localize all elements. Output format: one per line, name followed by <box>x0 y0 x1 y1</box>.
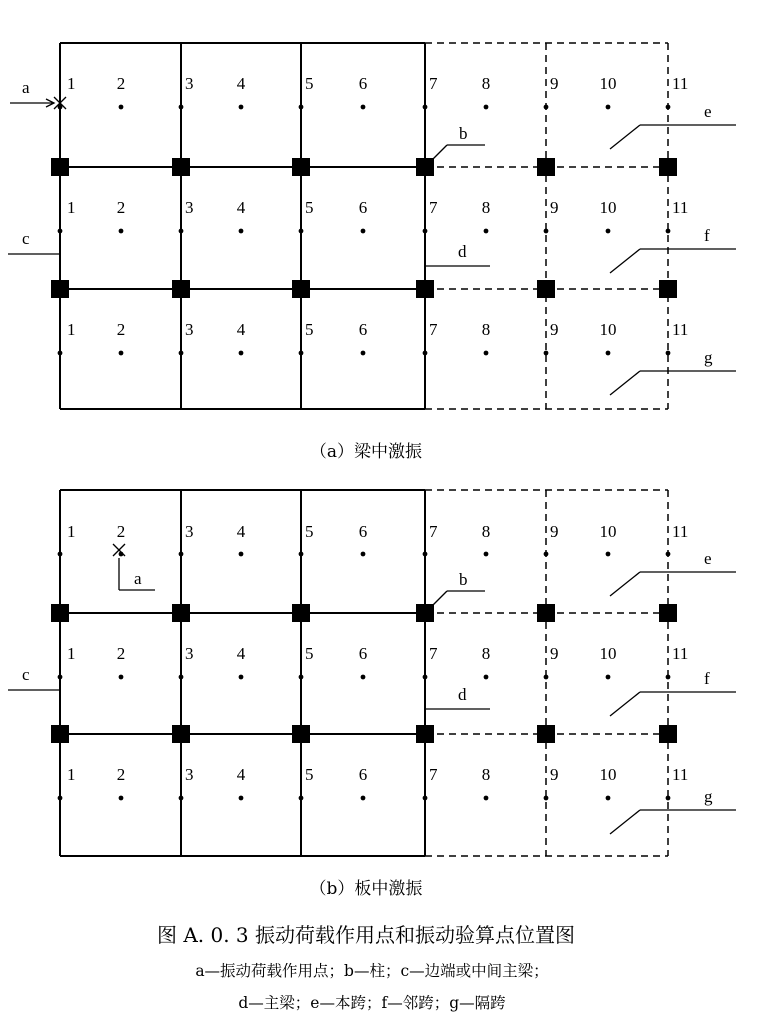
column <box>659 280 677 298</box>
measurement-point <box>179 675 184 680</box>
measurement-point <box>666 229 671 234</box>
point-number: 7 <box>429 765 438 784</box>
measurement-point <box>423 796 428 801</box>
point-number: 11 <box>672 644 689 663</box>
point-number: 1 <box>67 522 76 541</box>
point-number: 8 <box>481 522 491 541</box>
point-number: 5 <box>305 765 314 784</box>
point-number: 7 <box>429 74 438 93</box>
point-number: 10 <box>599 74 617 93</box>
measurement-point <box>606 351 611 356</box>
bay-leader <box>610 125 640 149</box>
caption-a: （a）梁中激振 <box>309 442 423 462</box>
measurement-point <box>239 229 244 234</box>
measurement-point <box>58 552 63 557</box>
point-number: 3 <box>185 765 194 784</box>
measurement-point <box>119 351 124 356</box>
measurement-point <box>606 105 611 110</box>
column <box>172 725 190 743</box>
bay-leader <box>610 810 640 834</box>
measurement-point <box>361 351 366 356</box>
measurement-point <box>544 351 549 356</box>
measurement-point <box>423 675 428 680</box>
label-c: c <box>22 665 30 684</box>
column <box>51 725 69 743</box>
bay-leader <box>610 572 640 596</box>
diagram-a-beam-excitation <box>8 43 736 409</box>
measurement-point <box>299 552 304 557</box>
point-number: 9 <box>550 320 559 339</box>
point-number: 10 <box>599 765 617 784</box>
column-leader <box>431 145 447 161</box>
measurement-point <box>119 105 124 110</box>
bay-leader <box>610 692 640 716</box>
column <box>292 158 310 176</box>
column-leader <box>431 591 447 607</box>
measurement-point <box>119 229 124 234</box>
point-number: 8 <box>481 320 491 339</box>
point-number: 3 <box>185 198 194 217</box>
point-number: 8 <box>481 644 491 663</box>
column <box>51 604 69 622</box>
label-a: a <box>22 78 30 97</box>
measurement-point <box>179 229 184 234</box>
measurement-point <box>58 229 63 234</box>
measurement-point <box>179 796 184 801</box>
column <box>51 158 69 176</box>
measurement-point <box>606 796 611 801</box>
point-number: 2 <box>116 74 126 93</box>
measurement-point <box>361 796 366 801</box>
measurement-point <box>299 796 304 801</box>
bay-leader <box>610 371 640 395</box>
column <box>172 280 190 298</box>
column <box>416 725 434 743</box>
label-d: d <box>458 685 467 704</box>
column <box>537 280 555 298</box>
label-d: d <box>458 242 467 261</box>
label-f: f <box>704 669 710 688</box>
measurement-point <box>666 552 671 557</box>
measurement-point <box>484 229 489 234</box>
point-number: 5 <box>305 320 314 339</box>
point-number: 4 <box>236 320 246 339</box>
column <box>659 604 677 622</box>
column <box>292 725 310 743</box>
point-number: 10 <box>599 644 617 663</box>
column <box>292 280 310 298</box>
point-number: 7 <box>429 320 438 339</box>
point-number: 3 <box>185 74 194 93</box>
point-number: 11 <box>672 74 689 93</box>
label-c: c <box>22 229 30 248</box>
point-number: 4 <box>236 198 246 217</box>
measurement-point <box>544 229 549 234</box>
point-number: 8 <box>481 74 491 93</box>
measurement-point <box>299 105 304 110</box>
measurement-point <box>239 351 244 356</box>
column <box>659 158 677 176</box>
legend-line-1: a—振动荷载作用点；b—柱；c—边端或中间主梁； <box>195 962 549 980</box>
measurement-point <box>361 552 366 557</box>
measurement-point <box>666 675 671 680</box>
measurement-point <box>544 796 549 801</box>
point-number: 8 <box>481 198 491 217</box>
point-number: 4 <box>236 644 246 663</box>
column <box>172 158 190 176</box>
column <box>537 158 555 176</box>
column <box>537 604 555 622</box>
point-number: 4 <box>236 74 246 93</box>
label-g: g <box>704 348 713 367</box>
measurement-point <box>361 105 366 110</box>
point-number: 11 <box>672 522 689 541</box>
label-g: g <box>704 787 713 806</box>
measurement-point <box>484 105 489 110</box>
measurement-point <box>299 675 304 680</box>
point-number: 9 <box>550 765 559 784</box>
label-f: f <box>704 226 710 245</box>
measurement-point <box>484 552 489 557</box>
measurement-point <box>239 796 244 801</box>
point-number: 6 <box>358 765 368 784</box>
point-number: 3 <box>185 320 194 339</box>
label-b: b <box>459 570 468 589</box>
measurement-point <box>484 351 489 356</box>
point-number: 9 <box>550 198 559 217</box>
point-number: 6 <box>358 644 368 663</box>
point-number: 5 <box>305 644 314 663</box>
measurement-point <box>239 552 244 557</box>
measurement-point <box>58 796 63 801</box>
measurement-point <box>423 351 428 356</box>
point-number: 6 <box>358 320 368 339</box>
column <box>292 604 310 622</box>
diagram-b-slab-excitation <box>8 490 736 856</box>
point-number: 1 <box>67 198 76 217</box>
point-number: 10 <box>599 522 617 541</box>
point-number: 6 <box>358 74 368 93</box>
measurement-point <box>361 675 366 680</box>
bay-leader <box>610 249 640 273</box>
point-number: 2 <box>116 765 126 784</box>
point-number: 1 <box>67 320 76 339</box>
measurement-point <box>544 675 549 680</box>
point-number: 7 <box>429 644 438 663</box>
measurement-point <box>423 552 428 557</box>
measurement-point <box>666 351 671 356</box>
point-number: 6 <box>358 198 368 217</box>
measurement-point <box>299 351 304 356</box>
point-number: 3 <box>185 644 194 663</box>
measurement-point <box>484 796 489 801</box>
point-number: 4 <box>236 765 246 784</box>
point-number: 3 <box>185 522 194 541</box>
column <box>537 725 555 743</box>
point-number: 8 <box>481 765 491 784</box>
measurement-point <box>239 105 244 110</box>
point-number: 10 <box>599 320 617 339</box>
column <box>172 604 190 622</box>
point-number: 7 <box>429 198 438 217</box>
point-number: 2 <box>116 320 126 339</box>
measurement-point <box>119 796 124 801</box>
point-number: 2 <box>116 198 126 217</box>
measurement-point <box>606 675 611 680</box>
point-number: 6 <box>358 522 368 541</box>
point-number: 11 <box>672 198 689 217</box>
measurement-point <box>299 229 304 234</box>
point-number: 11 <box>672 765 689 784</box>
measurement-point <box>484 675 489 680</box>
point-number: 11 <box>672 320 689 339</box>
measurement-point <box>239 675 244 680</box>
point-number: 5 <box>305 522 314 541</box>
measurement-point <box>423 229 428 234</box>
point-number: 1 <box>67 765 76 784</box>
measurement-point <box>606 552 611 557</box>
label-e: e <box>704 102 712 121</box>
caption-b: （b）板中激振 <box>309 879 423 899</box>
measurement-point <box>361 229 366 234</box>
column <box>416 280 434 298</box>
column <box>51 280 69 298</box>
measurement-point <box>666 796 671 801</box>
point-number: 5 <box>305 198 314 217</box>
label-a: a <box>134 569 142 588</box>
column <box>659 725 677 743</box>
measurement-point <box>58 351 63 356</box>
point-number: 2 <box>116 522 126 541</box>
measurement-point <box>544 552 549 557</box>
point-number: 4 <box>236 522 246 541</box>
point-number: 1 <box>67 74 76 93</box>
measurement-point <box>179 105 184 110</box>
point-number: 1 <box>67 644 76 663</box>
measurement-point <box>58 675 63 680</box>
measurement-point <box>179 351 184 356</box>
point-number: 2 <box>116 644 126 663</box>
measurement-point <box>544 105 549 110</box>
point-number: 10 <box>599 198 617 217</box>
figure-title: 图 A. 0. 3 振动荷载作用点和振动验算点位置图 <box>156 923 576 947</box>
measurement-point <box>119 675 124 680</box>
point-number: 9 <box>550 644 559 663</box>
legend-line-2: d—主梁；e—本跨；f—邻跨；g—隔跨 <box>238 994 506 1012</box>
measurement-point <box>666 105 671 110</box>
point-number: 5 <box>305 74 314 93</box>
label-b: b <box>459 124 468 143</box>
measurement-point <box>423 105 428 110</box>
measurement-point <box>606 229 611 234</box>
point-number: 7 <box>429 522 438 541</box>
point-number: 9 <box>550 522 559 541</box>
point-number: 9 <box>550 74 559 93</box>
label-e: e <box>704 549 712 568</box>
measurement-point <box>179 552 184 557</box>
